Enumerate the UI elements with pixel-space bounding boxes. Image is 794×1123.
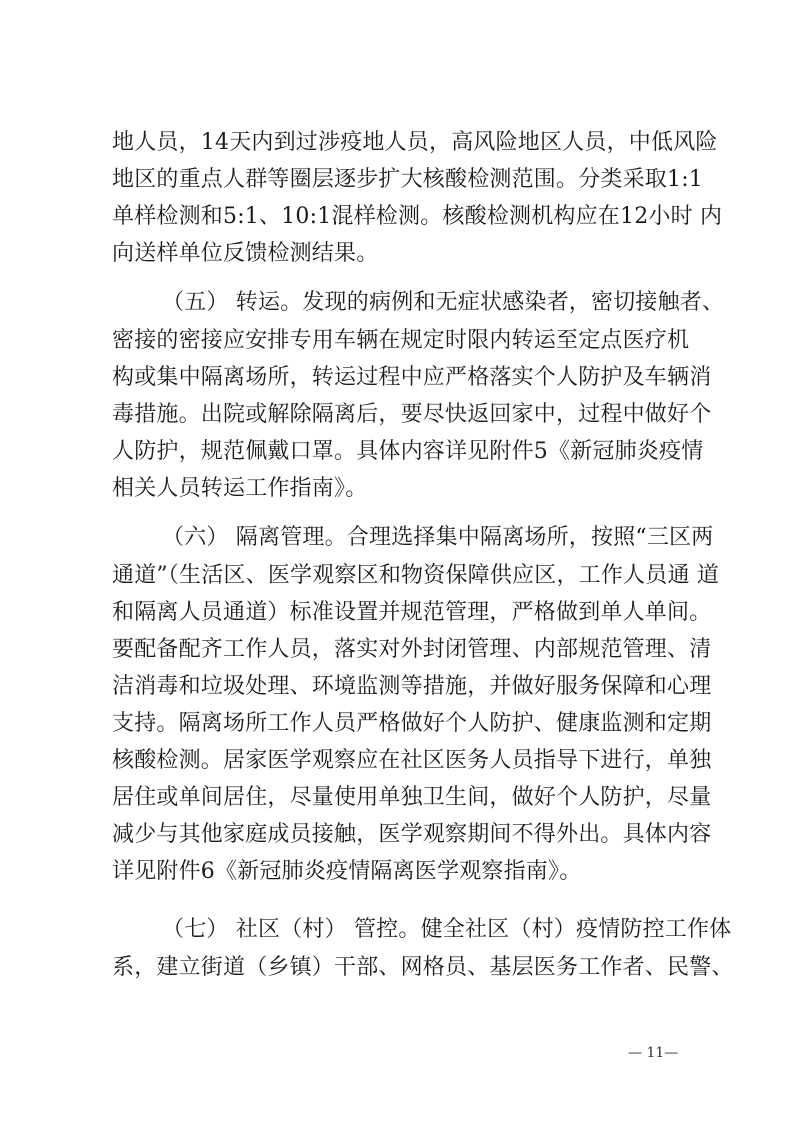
body-text-line: 人防护，规范佩戴口罩。具体内容详见附件5《新冠肺炎疫情 — [112, 439, 704, 464]
body-text-line: 和隔离人员通道）标准设置并规范管理，严格做到单人单间。 — [112, 600, 712, 625]
body-text-line: 系，建立街道（乡镇）干部、网格员、基层医务工作者、民警、 — [112, 955, 734, 980]
body-text-line: 通道”（生活区、医学观察区和物资保障供应区，工作人员通 道 — [112, 563, 720, 588]
body-text-line: 地人员，14天内到过涉疫地人员，高风险地区人员，中低风险 — [112, 130, 718, 155]
body-text-line: 密接的密接应安排专用车辆在规定时限内转运至定点医疗机 — [112, 328, 690, 353]
body-text-line: 毒措施。出院或解除隔离后，要尽快返回家中，过程中做好个 — [112, 402, 712, 427]
body-text-line: 构或集中隔离场所，转运过程中应严格落实个人防护及车辆消 — [112, 365, 712, 390]
body-text-line: 支持。隔离场所工作人员严格做好个人防护、健康监测和定期 — [112, 711, 712, 736]
section-5-heading-line: （五） 转运。发现的病例和无症状感染者，密切接触者、 — [162, 290, 725, 315]
body-text-line: 地区的重点人群等圈层逐步扩大核酸检测范围。分类采取1:1 — [112, 167, 704, 192]
page-number: — 11— — [628, 1045, 679, 1061]
body-text-line: 相关人员转运工作指南》。 — [112, 476, 368, 501]
body-text-line: 洁消毒和垃圾处理、环境监测等措施，并做好服务保障和心理 — [112, 674, 712, 699]
body-text-line: 详见附件6《新冠肺炎疫情隔离医学观察指南》。 — [112, 859, 582, 884]
body-text-line: 居住或单间居住，尽量使用单独卫生间，做好个人防护，尽量 — [112, 785, 712, 810]
body-text-line: 向送样单位反馈检测结果。 — [112, 241, 379, 266]
section-6-heading-line: （六） 隔离管理。合理选择集中隔离场所，按照“三区两 — [162, 525, 714, 550]
body-text-line: 减少与其他家庭成员接触，医学观察期间不得外出。具体内容 — [112, 822, 712, 847]
body-text-line: 单样检测和5:1、10:1混样检测。核酸检测机构应在12小时 内 — [112, 204, 723, 229]
section-7-heading-line: （七） 社区（村） 管控。健全社区（村）疫情防控工作体 — [162, 917, 732, 942]
body-text-line: 核酸检测。居家医学观察应在社区医务人员指导下进行，单独 — [112, 748, 712, 773]
body-text-line: 要配备配齐工作人员，落实对外封闭管理、内部规范管理、清 — [112, 637, 712, 662]
